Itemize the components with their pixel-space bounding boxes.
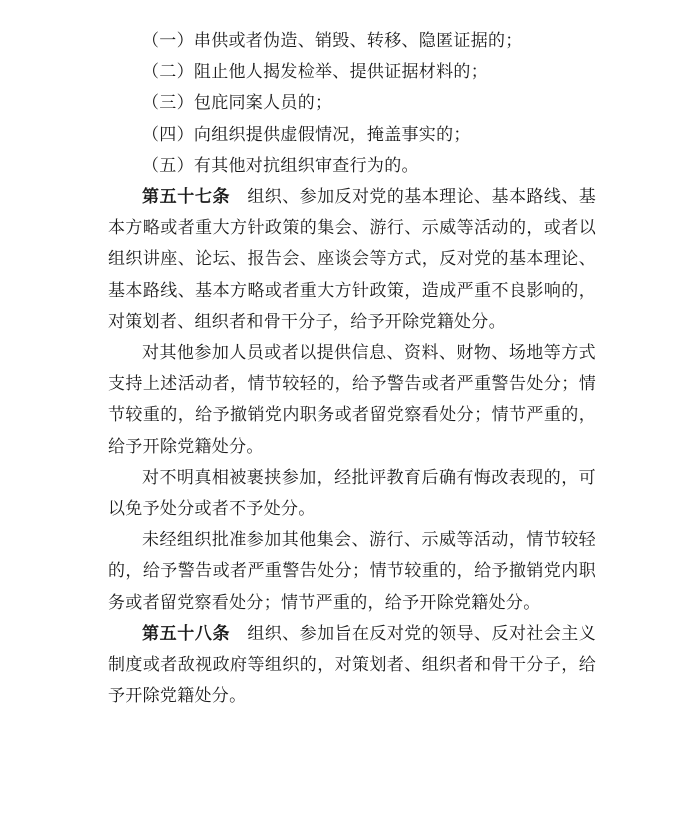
article-58-number: 第五十八条	[142, 623, 231, 644]
article-58-text: 组织、参加旨在反对党的领导、反对社会主义制度或者敌视政府等组织的，对策划者、组织者和骨干分子，给予开除党籍处分。	[108, 623, 597, 707]
article-57-text: 组织、参加反对党的基本理论、基本路线、基本方略或者重大方针政策的集会、游行、示威等活动的，或者以组织讲座、论坛、报告会、座谈会等方式，反对党的基本理论、基本路线、基本方略或者重大方针政策，造成严重不良影响的，对策划者、组织者和骨干分子，给予开除党籍处分。	[108, 187, 597, 332]
article-58	[108, 619, 596, 713]
document-body	[108, 26, 596, 712]
list-item: （一）串供或者伪造、销毁、转移、隐匿证据的；	[142, 31, 523, 51]
list-item: （五）有其他对抗组织审查行为的。	[142, 155, 419, 176]
list-item: （四）向组织提供虚假情况，掩盖事实的；	[142, 124, 471, 145]
article-57-number: 第五十七条	[142, 187, 231, 208]
article-57-paragraph-3: 对不明真相被裹挟参加，经批评教育后确有悔改表现的，可以免予处分或者不予处分。	[108, 467, 596, 520]
list-item: （三）包庇同案人员的；	[142, 93, 333, 114]
list-item: （二）阻止他人揭发检举、提供证据材料的；	[142, 62, 488, 83]
article-57	[108, 182, 596, 338]
article-57-paragraph-2: 对其他参加人员或者以提供信息、资料、财物、场地等方式支持上述活动者，情节较轻的，给予警告或者严重警告处分；情节较重的，给予撤销党内职务或者留党察看处分；情节严重的，给予开除党籍处分。	[108, 343, 596, 457]
article-57-paragraph-4: 未经组织批准参加其他集会、游行、示威等活动，情节较轻的，给予警告或者严重警告处分；情节较重的，给予撤销党内职务或者留党察看处分；情节严重的，给予开除党籍处分。	[108, 530, 596, 613]
